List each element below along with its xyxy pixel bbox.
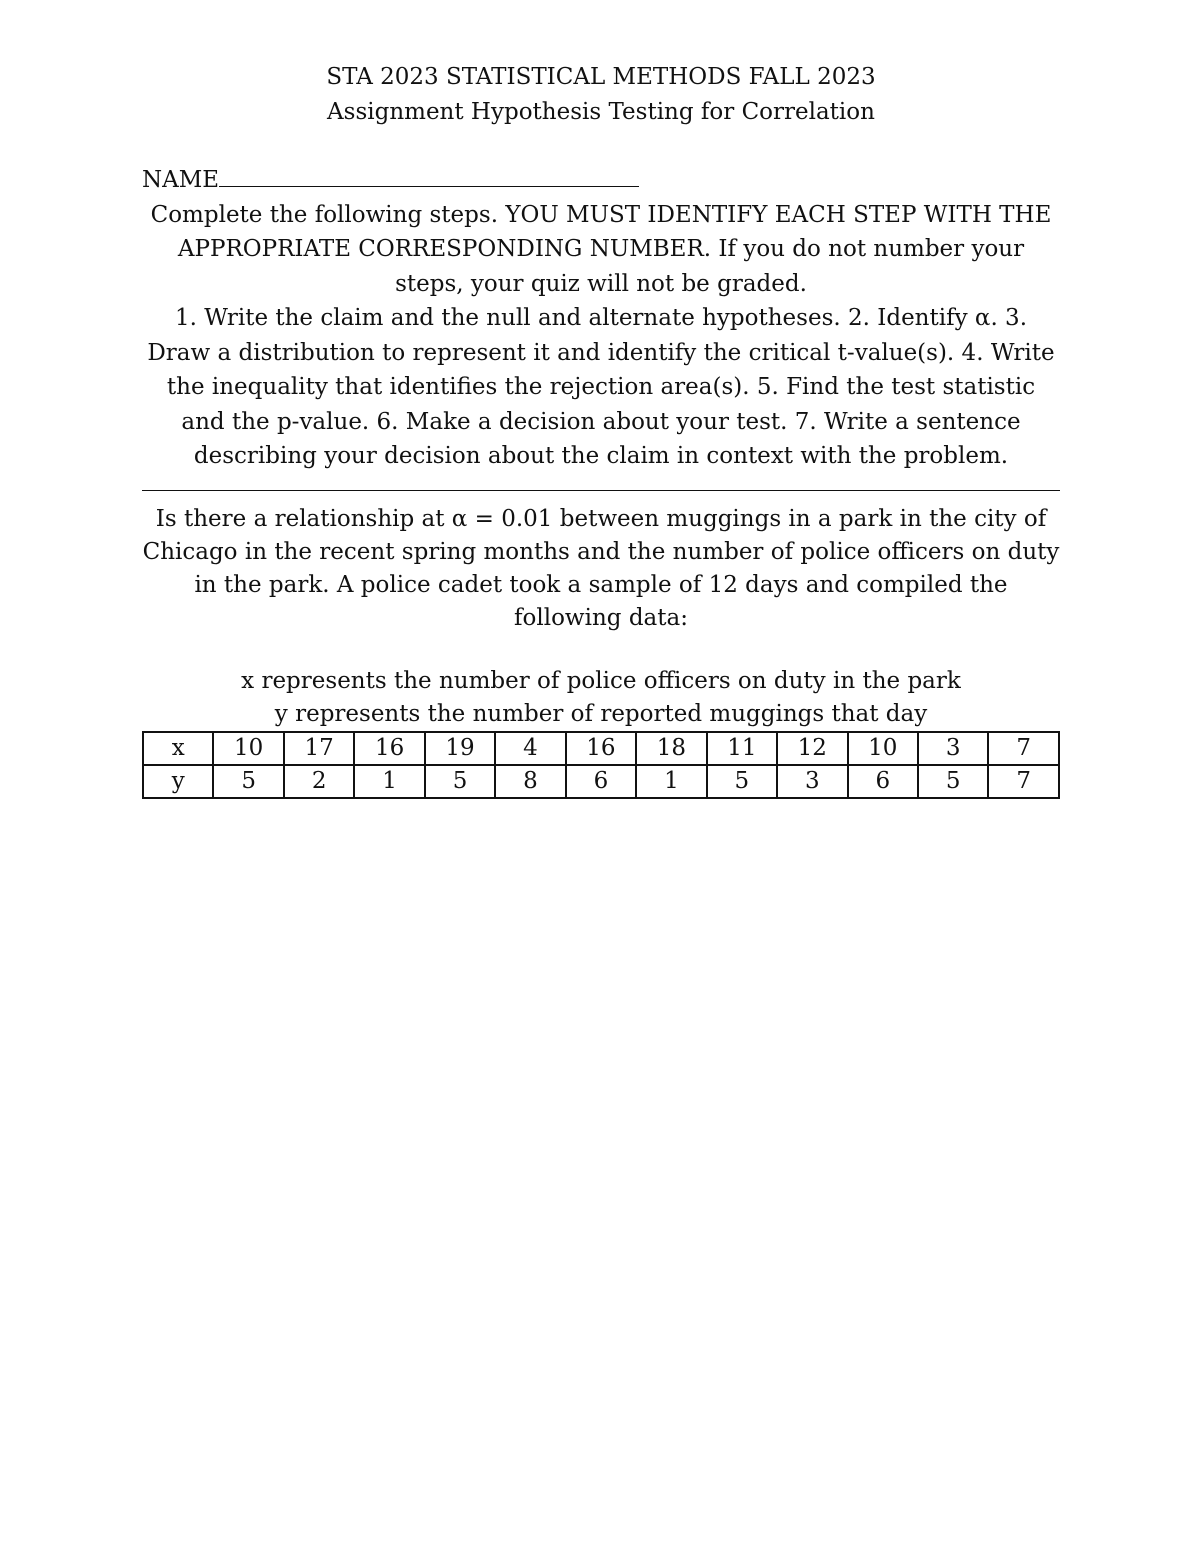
course-title: STA 2023 STATISTICAL METHODS FALL 2023	[326, 64, 876, 90]
table-cell: 5	[425, 765, 495, 798]
table-cell: 10	[213, 732, 283, 765]
divider-rule	[142, 490, 1060, 491]
table-cell: 8	[495, 765, 565, 798]
data-table	[142, 731, 1060, 799]
table-cell: 19	[425, 732, 495, 765]
name-blank-line	[219, 166, 639, 187]
table-cell: 4	[495, 732, 565, 765]
variable-definitions	[142, 665, 1060, 731]
assignment-page	[142, 60, 1060, 799]
table-cell: 1	[354, 765, 424, 798]
table-cell: 16	[354, 732, 424, 765]
table-cell: 7	[988, 765, 1059, 798]
table-cell: 5	[918, 765, 988, 798]
name-label: NAME	[142, 167, 220, 193]
assignment-title: Assignment Hypothesis Testing for Correlation	[327, 98, 875, 125]
name-field	[142, 163, 1060, 198]
row-label: x	[143, 732, 213, 765]
table-cell: 16	[566, 732, 636, 765]
table-cell: 5	[707, 765, 777, 798]
instructions: Complete the following steps. YOU MUST IDENTIFY EACH STEP WITH THE APPROPRIATE CORRESPONDING NUMBER. If you do not number your steps, your quiz will not be graded.	[150, 201, 1052, 297]
table-cell: 3	[777, 765, 847, 798]
table-cell: 2	[284, 765, 354, 798]
table-cell: 1	[636, 765, 706, 798]
table-cell: 18	[636, 732, 706, 765]
table-cell: 3	[918, 732, 988, 765]
row-label: y	[143, 765, 213, 798]
steps-list: 1. Write the claim and the null and alternate hypotheses. 2. Identify α. 3. Draw a distribution to represent it and identify the critical t-value(s). 4. Write the inequality that identifies the rejection area(s). 5. Find the test statistic and the p-value. 6. Make a decision about your test. 7. Write a sentence describing your decision about the claim in context with the problem.	[147, 305, 1055, 469]
header	[142, 60, 1060, 129]
problem-statement: Is there a relationship at α = 0.01 between muggings in a park in the city of Chicago in the recent spring months and the number of police officers on duty in the park. A police cadet took a sample of 12 days and compiled the following data:	[142, 505, 1060, 631]
table-cell: 11	[707, 732, 777, 765]
table-cell: 5	[213, 765, 283, 798]
table-row-x	[143, 732, 1059, 765]
table-cell: 12	[777, 732, 847, 765]
table-row-y	[143, 765, 1059, 798]
table-cell: 7	[988, 732, 1059, 765]
table-cell: 10	[848, 732, 918, 765]
table-cell: 17	[284, 732, 354, 765]
y-definition: y represents the number of reported muggings that day	[274, 700, 928, 727]
x-definition: x represents the number of police officers on duty in the park	[241, 667, 961, 694]
table-cell: 6	[848, 765, 918, 798]
table-cell: 6	[566, 765, 636, 798]
